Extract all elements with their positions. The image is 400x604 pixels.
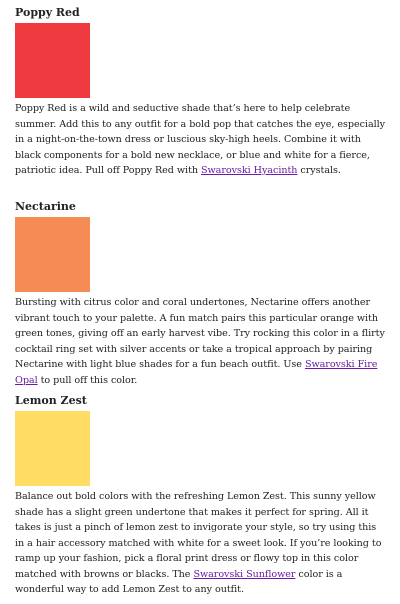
swarovski-hyacinth-link[interactable]: Swarovski Hyacinth (201, 165, 298, 176)
color-title: Nectarine (15, 200, 76, 213)
swarovski-fire-opal-link[interactable]: Swarovski Fire Opal (15, 359, 378, 386)
color-section-lemon-zest (15, 394, 387, 598)
color-description: Balance out bold colors with the refreshing Lemon Zest. This sunny yellow shade has a slight green undertone that makes it perfect for spring. All it takes is just a pinch of lemon zest to invigorate your style, so try using this in a hair accessory matched with white for a sweet look. If you’re looking to ramp up your fashion, pick a floral print dress or flowy top in this color matched with browns or blacks. The Swarovski Sunflower color is a wonderful way to add Lemon Zest to any outfit. (15, 491, 382, 595)
color-section-poppy-red (15, 6, 387, 179)
color-swatch (15, 411, 90, 486)
color-description: Poppy Red is a wild and seductive shade that’s here to help celebrate summer. Add this to any outfit for a bold pop that catches the eye, especially in a night-on-the-town dress or luscious sky-high heels. Combine it with black components for a bold new necklace, or blue and white for a fierce, patriotic idea. Pull off Poppy Red with Swarovski Hyacinth crystals. (15, 103, 386, 176)
color-section-nectarine (15, 200, 387, 388)
color-title: Poppy Red (15, 6, 80, 19)
color-swatch (15, 217, 90, 292)
color-description: Bursting with citrus color and coral undertones, Nectarine offers another vibrant touch to your palette. A fun match pairs this particular orange with green tones, giving off an early harvest vibe. Try rocking this color in a flirty cocktail ring set with silver accents or take a tropical approach by pairing Nectarine with light blue shades for a fun beach outfit. Use Swarovski Fire Opal to pull off this color. (15, 297, 385, 386)
color-title: Lemon Zest (15, 394, 87, 407)
swarovski-sunflower-link[interactable]: Swarovski Sunflower (193, 568, 296, 580)
color-swatch (15, 23, 90, 98)
